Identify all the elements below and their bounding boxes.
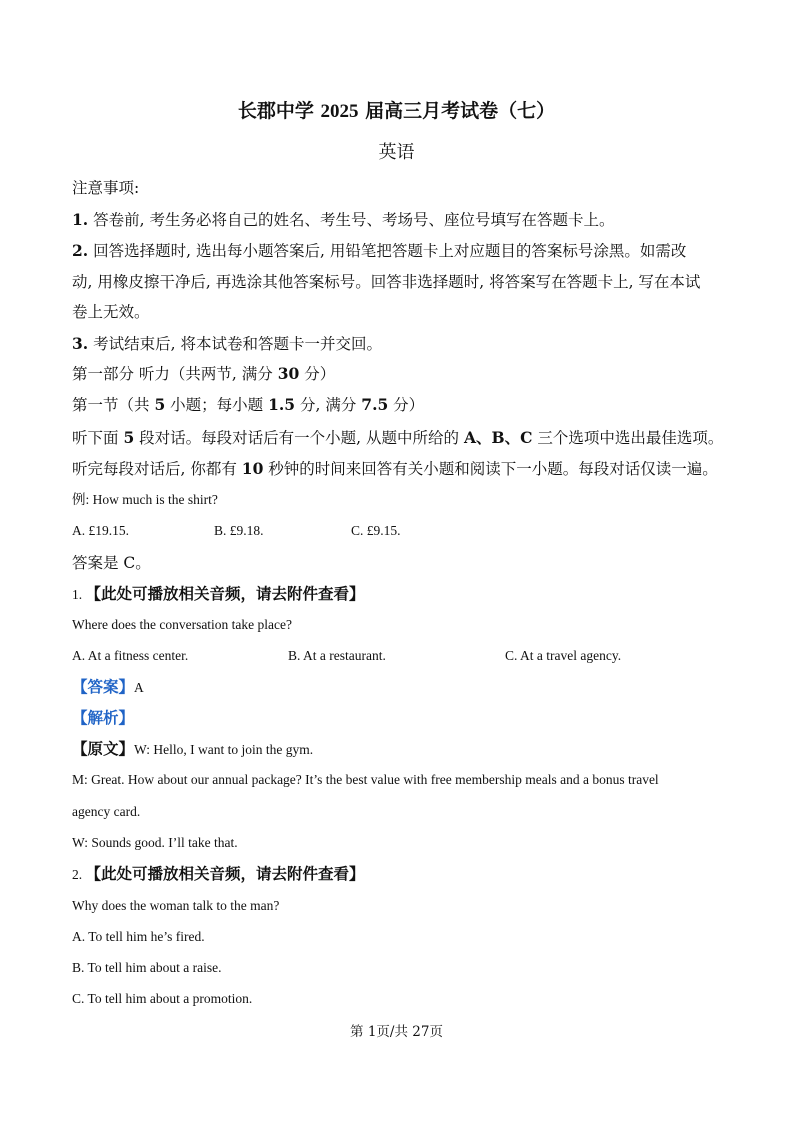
instr1-b: 段对话。每段对话后有一个小题, 从题中所给的 bbox=[134, 429, 464, 447]
q1-option-b: B. At a restaurant. bbox=[288, 648, 386, 663]
instr1-abc: A、B、C bbox=[463, 428, 533, 447]
q1-transcript-line-2: M: Great. How about our annual package? It’s the best value with free membership meals and a bonus travel bbox=[72, 772, 659, 787]
q1-transcript-line-4: W: Sounds good. I’ll take that. bbox=[72, 835, 238, 850]
q1-analysis: 【解析】 bbox=[72, 708, 135, 727]
example-option-b: B. £9.18. bbox=[214, 523, 264, 538]
question-2-text: Why does the woman talk to the man? bbox=[72, 898, 280, 913]
example-question: 例: How much is the shirt? bbox=[72, 492, 218, 507]
instr1-c: 三个选项中选出最佳选项。 bbox=[532, 429, 724, 447]
title-year: 2025 bbox=[320, 101, 359, 122]
q2-option-c: C. To tell him about a promotion. bbox=[72, 991, 253, 1006]
q2-option-a: A. To tell him he’s fired. bbox=[72, 929, 205, 944]
page-footer: 第 1页/共 27页 bbox=[350, 1024, 443, 1040]
answer-tag: 【答案】 bbox=[72, 677, 135, 696]
sec1-text-a: 第一节（共 bbox=[72, 396, 155, 414]
part1-text-b: 分） bbox=[299, 365, 336, 383]
sec1-total: 7.5 bbox=[361, 395, 389, 414]
title-text-a: 长郡中学 bbox=[237, 100, 321, 122]
example-option-c: C. £9.15. bbox=[351, 523, 401, 538]
notice-item-2-line3: 卷上无效。 bbox=[72, 303, 150, 321]
transcript-text-1: W: Hello, I want to join the gym. bbox=[134, 742, 314, 757]
instr1-n: 5 bbox=[123, 428, 135, 447]
subject-text: 英语 bbox=[378, 142, 415, 163]
q1-transcript-line-1 bbox=[72, 739, 313, 760]
sec1-text-d: 分） bbox=[388, 396, 425, 414]
instructions-line-1 bbox=[72, 428, 723, 448]
notice-heading: 注意事项: bbox=[72, 179, 140, 197]
q1-transcript-line-3: agency card. bbox=[72, 804, 141, 819]
notice-item-1 bbox=[72, 210, 614, 230]
instr2-n: 10 bbox=[241, 459, 264, 478]
notice-item-1-num: 1. bbox=[72, 210, 89, 229]
instructions-line-2 bbox=[72, 459, 718, 479]
section1-heading bbox=[72, 395, 424, 415]
question-2-header bbox=[72, 864, 365, 885]
instr2-a: 听完每段对话后, 你都有 bbox=[72, 460, 242, 478]
q1-option-a: A. At a fitness center. bbox=[72, 648, 189, 663]
sec1-count: 5 bbox=[154, 395, 166, 414]
notice-item-1-text: 答卷前, 考生务必将自己的姓名、考生号、考场号、座位号填写在答题卡上。 bbox=[88, 211, 615, 229]
part1-score: 30 bbox=[277, 364, 300, 383]
instr2-b: 秒钟的时间来回答有关小题和阅读下一小题。每段对话仅读一遍。 bbox=[263, 460, 718, 478]
title-text-b: 届高三月考试卷（七） bbox=[358, 100, 556, 122]
q1-audio-link[interactable]: 【此处可播放相关音频，请去附件查看】 bbox=[85, 584, 365, 603]
q1-number: 1. bbox=[72, 587, 86, 602]
subject-title bbox=[0, 141, 793, 165]
q1-answer bbox=[72, 677, 144, 698]
transcript-tag: 【原文】 bbox=[72, 739, 135, 758]
example-option-a: A. £19.15. bbox=[72, 523, 129, 538]
notice-item-3-text: 考试结束后, 将本试卷和答题卡一并交回。 bbox=[88, 335, 382, 353]
example-answer: 答案是 C。 bbox=[72, 554, 151, 572]
notice-item-3 bbox=[72, 334, 382, 354]
notice-item-2-num: 2. bbox=[72, 241, 89, 260]
q2-audio-link[interactable]: 【此处可播放相关音频，请去附件查看】 bbox=[85, 864, 365, 883]
notice-item-2-line2: 动, 用橡皮擦干净后, 再选涂其他答案标号。回答非选择题时, 将答案写在答题卡上, 写在本试 bbox=[72, 273, 701, 291]
answer-value: A bbox=[134, 680, 144, 695]
part1-heading bbox=[72, 364, 335, 384]
question-1-header bbox=[72, 584, 365, 605]
q1-option-c: C. At a travel agency. bbox=[505, 648, 622, 663]
instr1-a: 听下面 bbox=[72, 429, 124, 447]
notice-item-2-text: 回答选择题时, 选出每小题答案后, 用铅笔把答题卡上对应题目的答案标号涂黑。如需改 bbox=[88, 242, 687, 260]
page-title bbox=[0, 99, 793, 124]
notice-item-3-num: 3. bbox=[72, 334, 89, 353]
notice-item-2 bbox=[72, 241, 686, 261]
q2-option-b: B. To tell him about a raise. bbox=[72, 960, 222, 975]
sec1-text-c: 分, 满分 bbox=[295, 396, 362, 414]
sec1-text-b: 小题；每小题 bbox=[165, 396, 269, 414]
q2-number: 2. bbox=[72, 867, 86, 882]
question-1-text: Where does the conversation take place? bbox=[72, 617, 293, 632]
part1-text-a: 第一部分 听力（共两节, 满分 bbox=[72, 365, 278, 383]
sec1-each: 1.5 bbox=[268, 395, 296, 414]
